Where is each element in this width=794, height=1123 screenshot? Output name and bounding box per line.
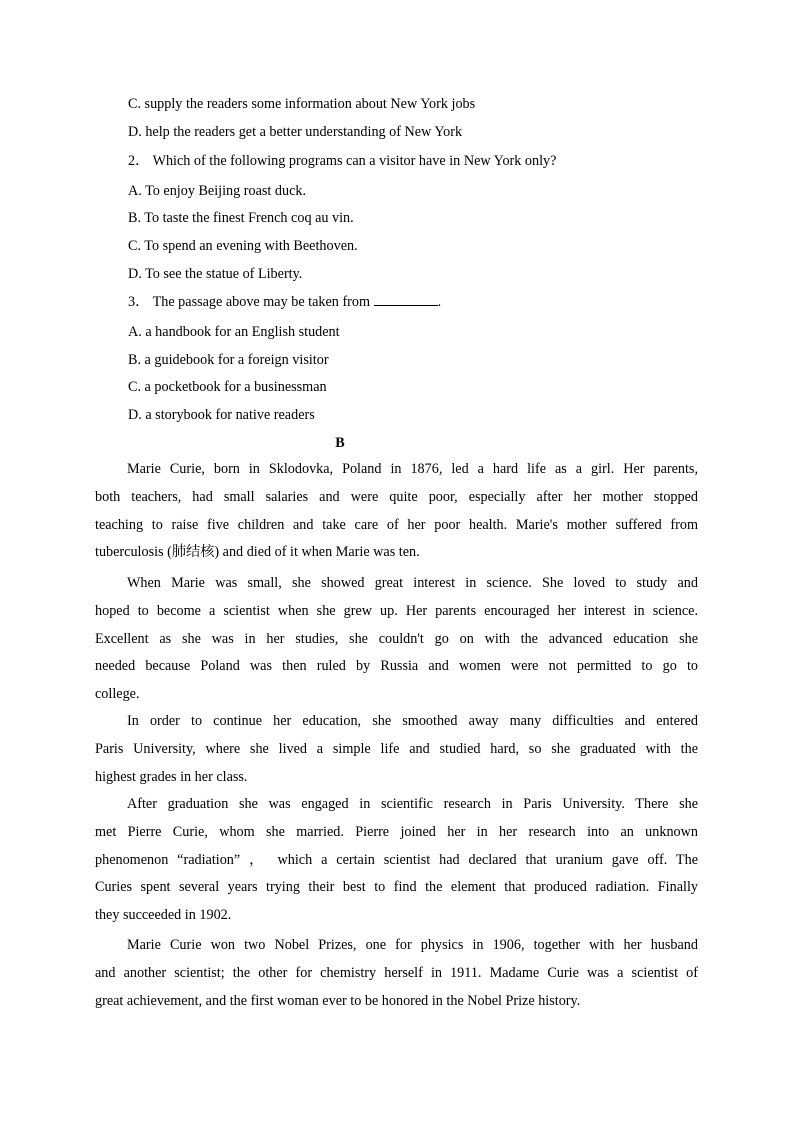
paragraph-line: highest grades in her class. [95,768,248,785]
q3-option-d: D. a storybook for native readers [128,407,315,423]
paragraph-line: college. [95,686,140,703]
q1-option-c: C. supply the readers some information about New York jobs [128,96,476,112]
q3-option-b: B. a guidebook for a foreign visitor [128,352,329,368]
q2-option-b: B. To taste the finest French coq au vin. [128,210,354,226]
q2-option-d: D. To see the statue of Liberty. [128,266,303,282]
paragraph-line: tuberculosis (肺结核) and died of it when Marie was ten. [95,544,420,561]
paragraph-4 [95,791,698,930]
q2-option-c: C. To spend an evening with Beethoven. [128,238,358,254]
q3-option-c: C. a pocketbook for a businessman [128,379,327,395]
section-heading: B [335,435,345,451]
paragraph-line: needed because Poland was then ruled by Russia and women were not permitted to go to [95,658,698,675]
q3-stem-end: . [437,294,442,310]
paragraph-line: Excellent as she was in her studies, she couldn't go on with the advanced education she [95,630,698,647]
q2-stem: 2． Which of the following programs can a visitor have in New York only? [128,153,557,169]
paragraph-line: Paris University, where she lived a simple life and studied hard, so she graduated with the [95,740,698,757]
paragraph-line: great achievement, and the first woman ever to be honored in the Nobel Prize history. [95,992,581,1009]
paragraph-line: phenomenon “radiation” ， which a certain scientist had declared that uranium gave off. The [95,851,698,868]
paragraph-line: When Marie was small, she showed great interest in science. She loved to study and [127,575,698,591]
paragraph-line: met Pierre Curie, whom she married. Pierre joined her in her research into an unknown [95,823,698,840]
q1-option-d: D. help the readers get a better understanding of New York [128,124,463,140]
paragraph-line: In order to continue her education, she smoothed away many difficulties and entered [127,713,698,729]
answer-blank [374,293,438,306]
paragraph-line: and another scientist; the other for chemistry herself in 1911. Madame Curie was a scientist of [95,964,698,981]
paragraph-line: both teachers, had small salaries and were quite poor, especially after her mother stopped [95,488,698,505]
paragraph-line: Marie Curie won two Nobel Prizes, one for physics in 1906, together with her husband [127,937,698,953]
q3-stem: 3． The passage above may be taken from [128,294,371,310]
q3-stem-line [128,293,441,311]
q3-option-a: A. a handbook for an English student [128,324,340,340]
paragraph-line: they succeeded in 1902. [95,907,232,924]
paragraph-3 [95,708,698,791]
paragraph-2 [95,570,698,709]
paragraph-1 [95,456,698,567]
paragraph-line: hoped to become a scientist when she grew up. Her parents encouraged her interest in science. [95,602,698,619]
paragraph-line: After graduation she was engaged in scientific research in Paris University. There she [127,796,698,812]
paragraph-line: teaching to raise five children and take care of her poor health. Marie's mother suffered from [95,516,698,533]
paragraph-5 [95,932,698,1015]
paragraph-line: Curies spent several years trying their best to find the element that produced radiation. Finally [95,879,698,896]
paragraph-line: Marie Curie, born in Sklodovka, Poland in 1876, led a hard life as a girl. Her parents, [127,461,698,477]
q2-option-a: A. To enjoy Beijing roast duck. [128,183,307,199]
